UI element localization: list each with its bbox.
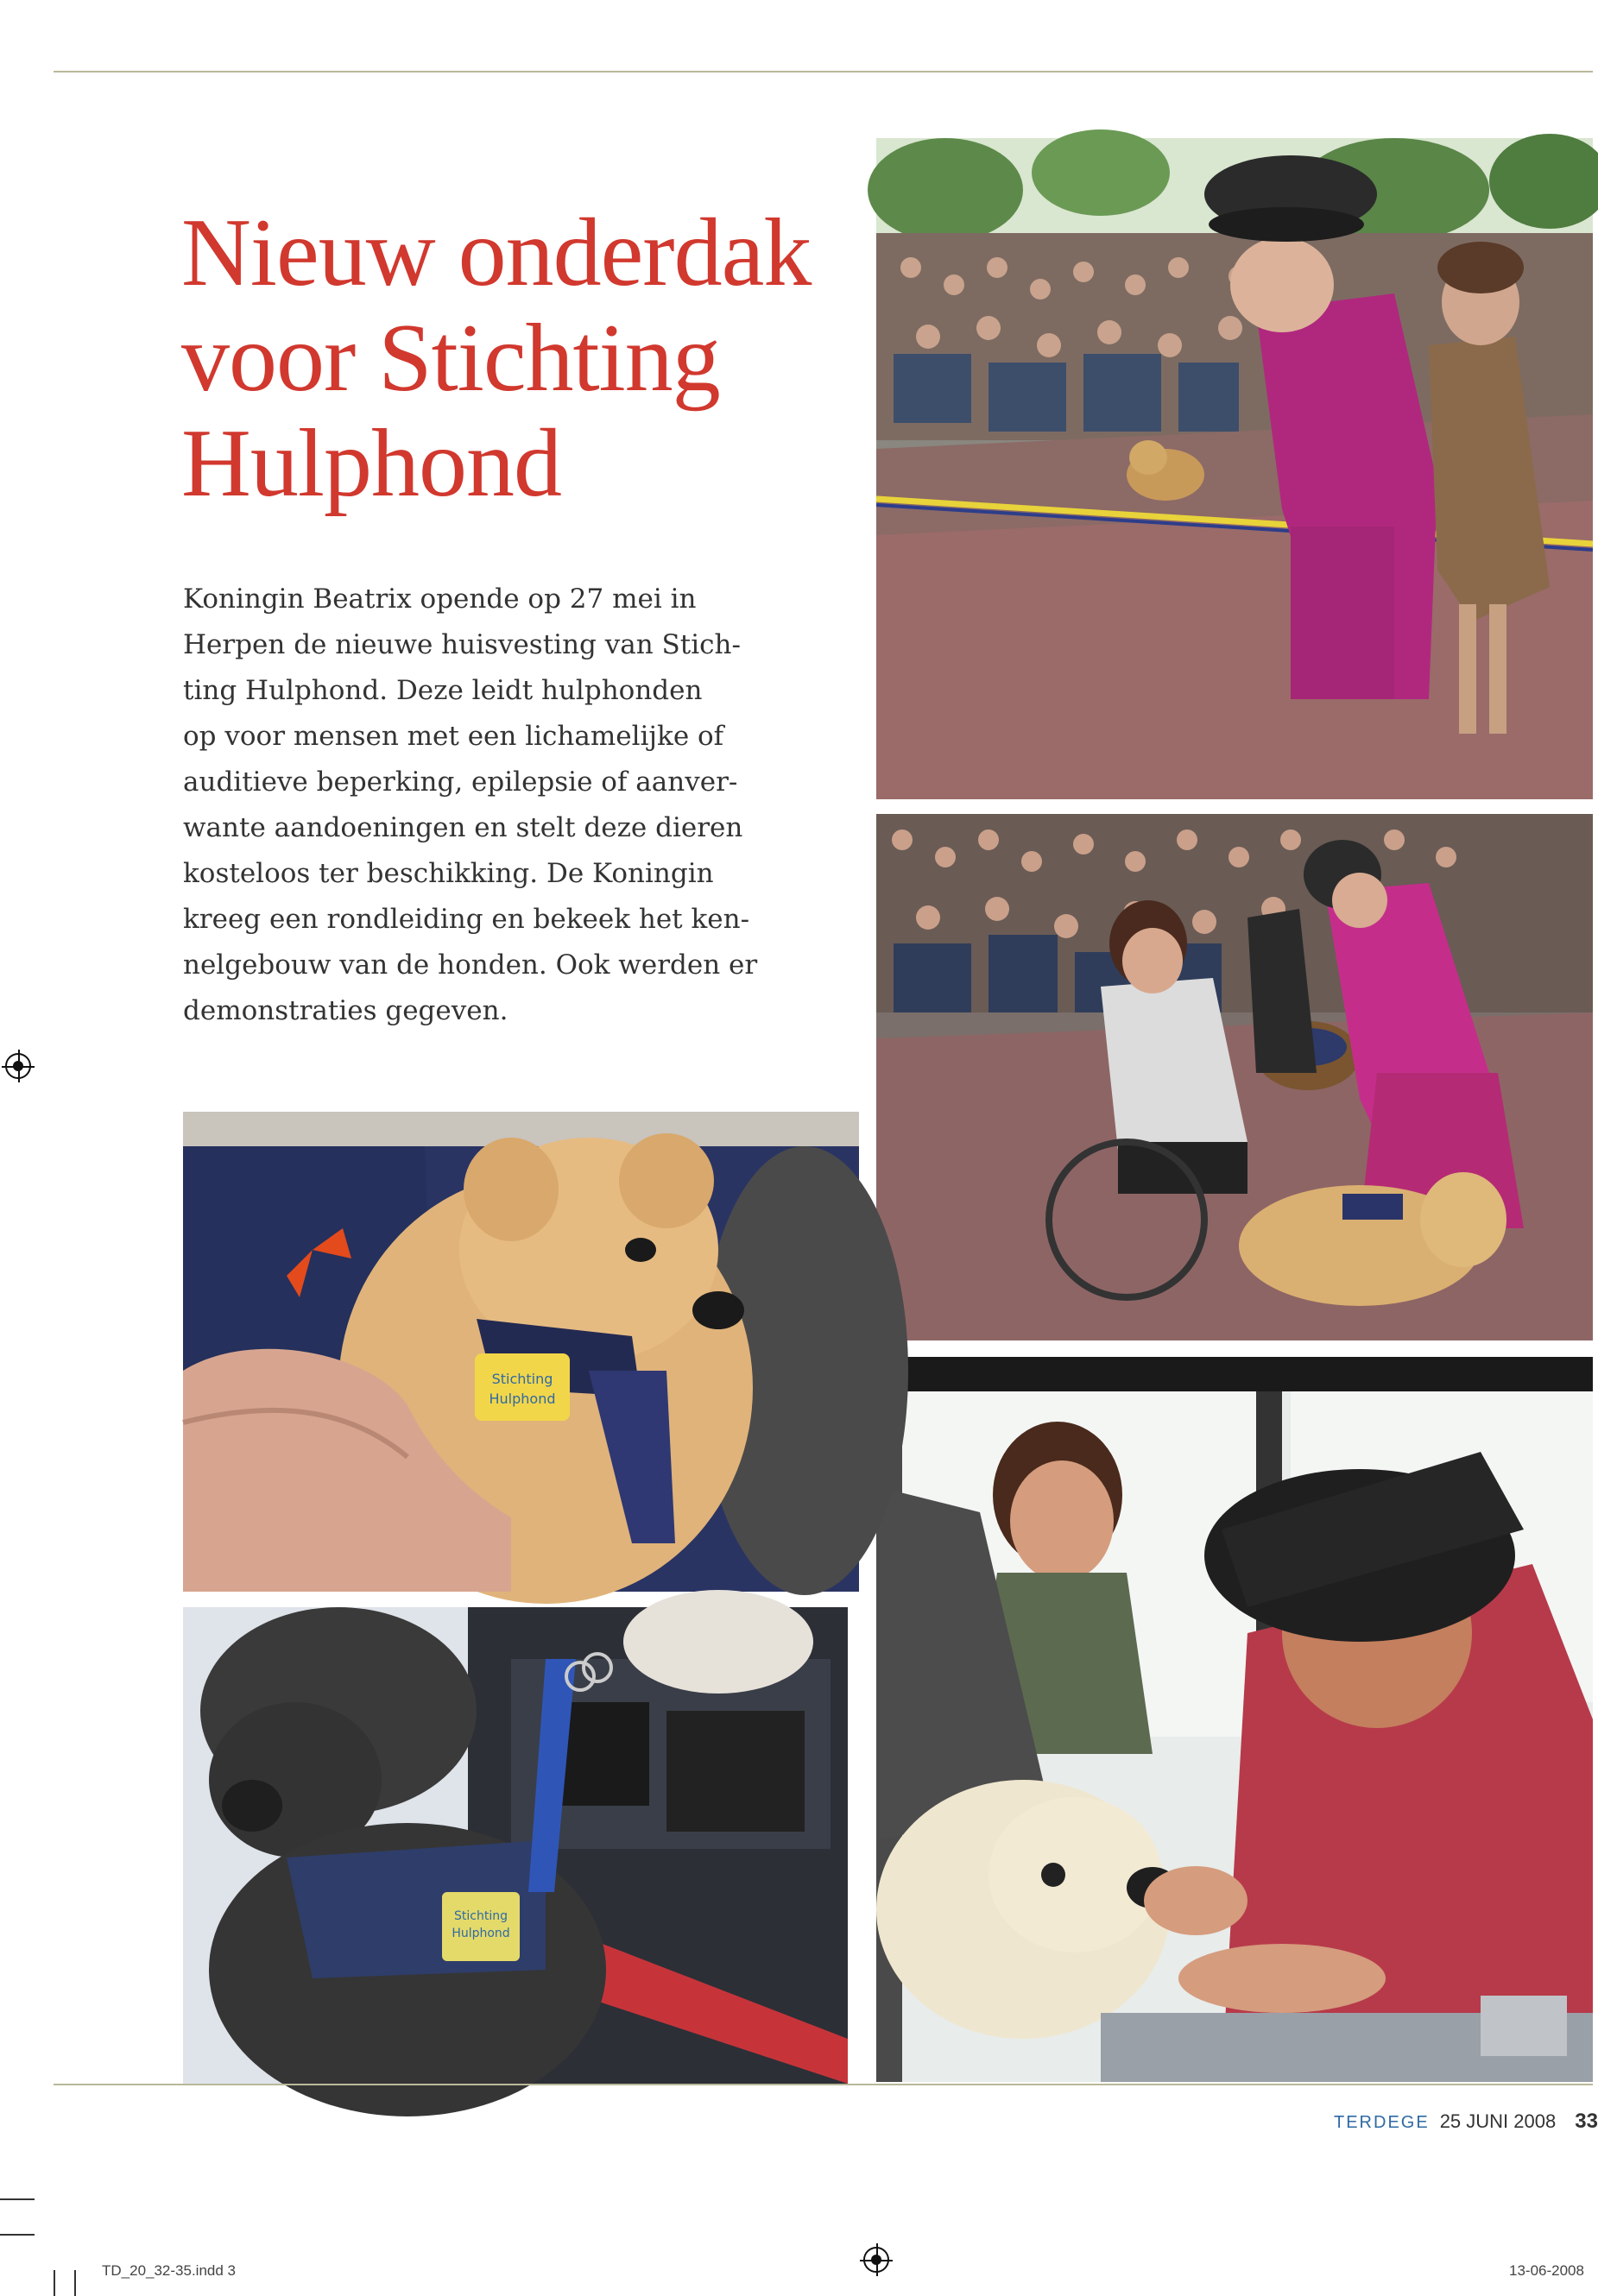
title-line: Hulphond bbox=[181, 410, 561, 517]
intro-line: auditieve beperking, epilepsie of aanver- bbox=[183, 766, 738, 798]
article-title bbox=[181, 200, 872, 516]
file-name: TD_20_32-35.indd 3 bbox=[102, 2262, 237, 2279]
photo-puppy bbox=[183, 1112, 859, 1592]
intro-paragraph bbox=[183, 577, 758, 1034]
photo-ribbon-cutting bbox=[876, 138, 1593, 799]
puppy-badge-line-1: Stichting bbox=[491, 1371, 553, 1387]
intro-line: Herpen de nieuwe huisvesting van Stich- bbox=[183, 629, 741, 660]
top-rule bbox=[54, 71, 1593, 73]
crop-mark bbox=[0, 2198, 35, 2200]
intro-line: demonstraties gegeven. bbox=[183, 995, 508, 1026]
bottom-rule bbox=[54, 2084, 1593, 2085]
puppy-badge-line-2: Hulphond bbox=[489, 1391, 556, 1407]
title-line: voor Stichting bbox=[181, 305, 720, 412]
poodle-badge-line-1: Stichting bbox=[454, 1909, 508, 1923]
intro-line: wante aandoeningen en stelt deze dieren bbox=[183, 812, 743, 843]
page-number: 33 bbox=[1575, 2110, 1598, 2133]
issue-date: 25 JUNI 2008 bbox=[1439, 2110, 1557, 2132]
crop-mark bbox=[54, 2270, 55, 2296]
magazine-name: TERDEGE bbox=[1334, 2113, 1430, 2132]
print-date: 13-06-2008 bbox=[1509, 2262, 1584, 2279]
intro-line: nelgebouw van de honden. Ook werden er bbox=[183, 949, 758, 981]
poodle-badge-line-2: Hulphond bbox=[452, 1927, 510, 1940]
intro-line: ting Hulphond. Deze leidt hulphonden bbox=[183, 675, 703, 706]
registration-mark-icon bbox=[863, 2247, 889, 2273]
page-footer bbox=[1334, 2110, 1598, 2134]
photo-poodle bbox=[183, 1607, 848, 2084]
registration-mark-icon bbox=[5, 1053, 31, 1079]
title-line: Nieuw onderdak bbox=[181, 199, 812, 306]
intro-line: kosteloos ter beschikking. De Koningin bbox=[183, 858, 714, 889]
photo-basket-presentation bbox=[876, 814, 1593, 1340]
crop-mark bbox=[74, 2270, 76, 2296]
intro-line: op voor mensen met een lichamelijke of bbox=[183, 721, 724, 752]
photo-queen-with-dog bbox=[876, 1357, 1593, 2082]
crop-mark bbox=[0, 2234, 35, 2236]
intro-line: kreeg een rondleiding en bekeek het ken- bbox=[183, 904, 750, 935]
intro-line: Koningin Beatrix opende op 27 mei in bbox=[183, 583, 697, 615]
